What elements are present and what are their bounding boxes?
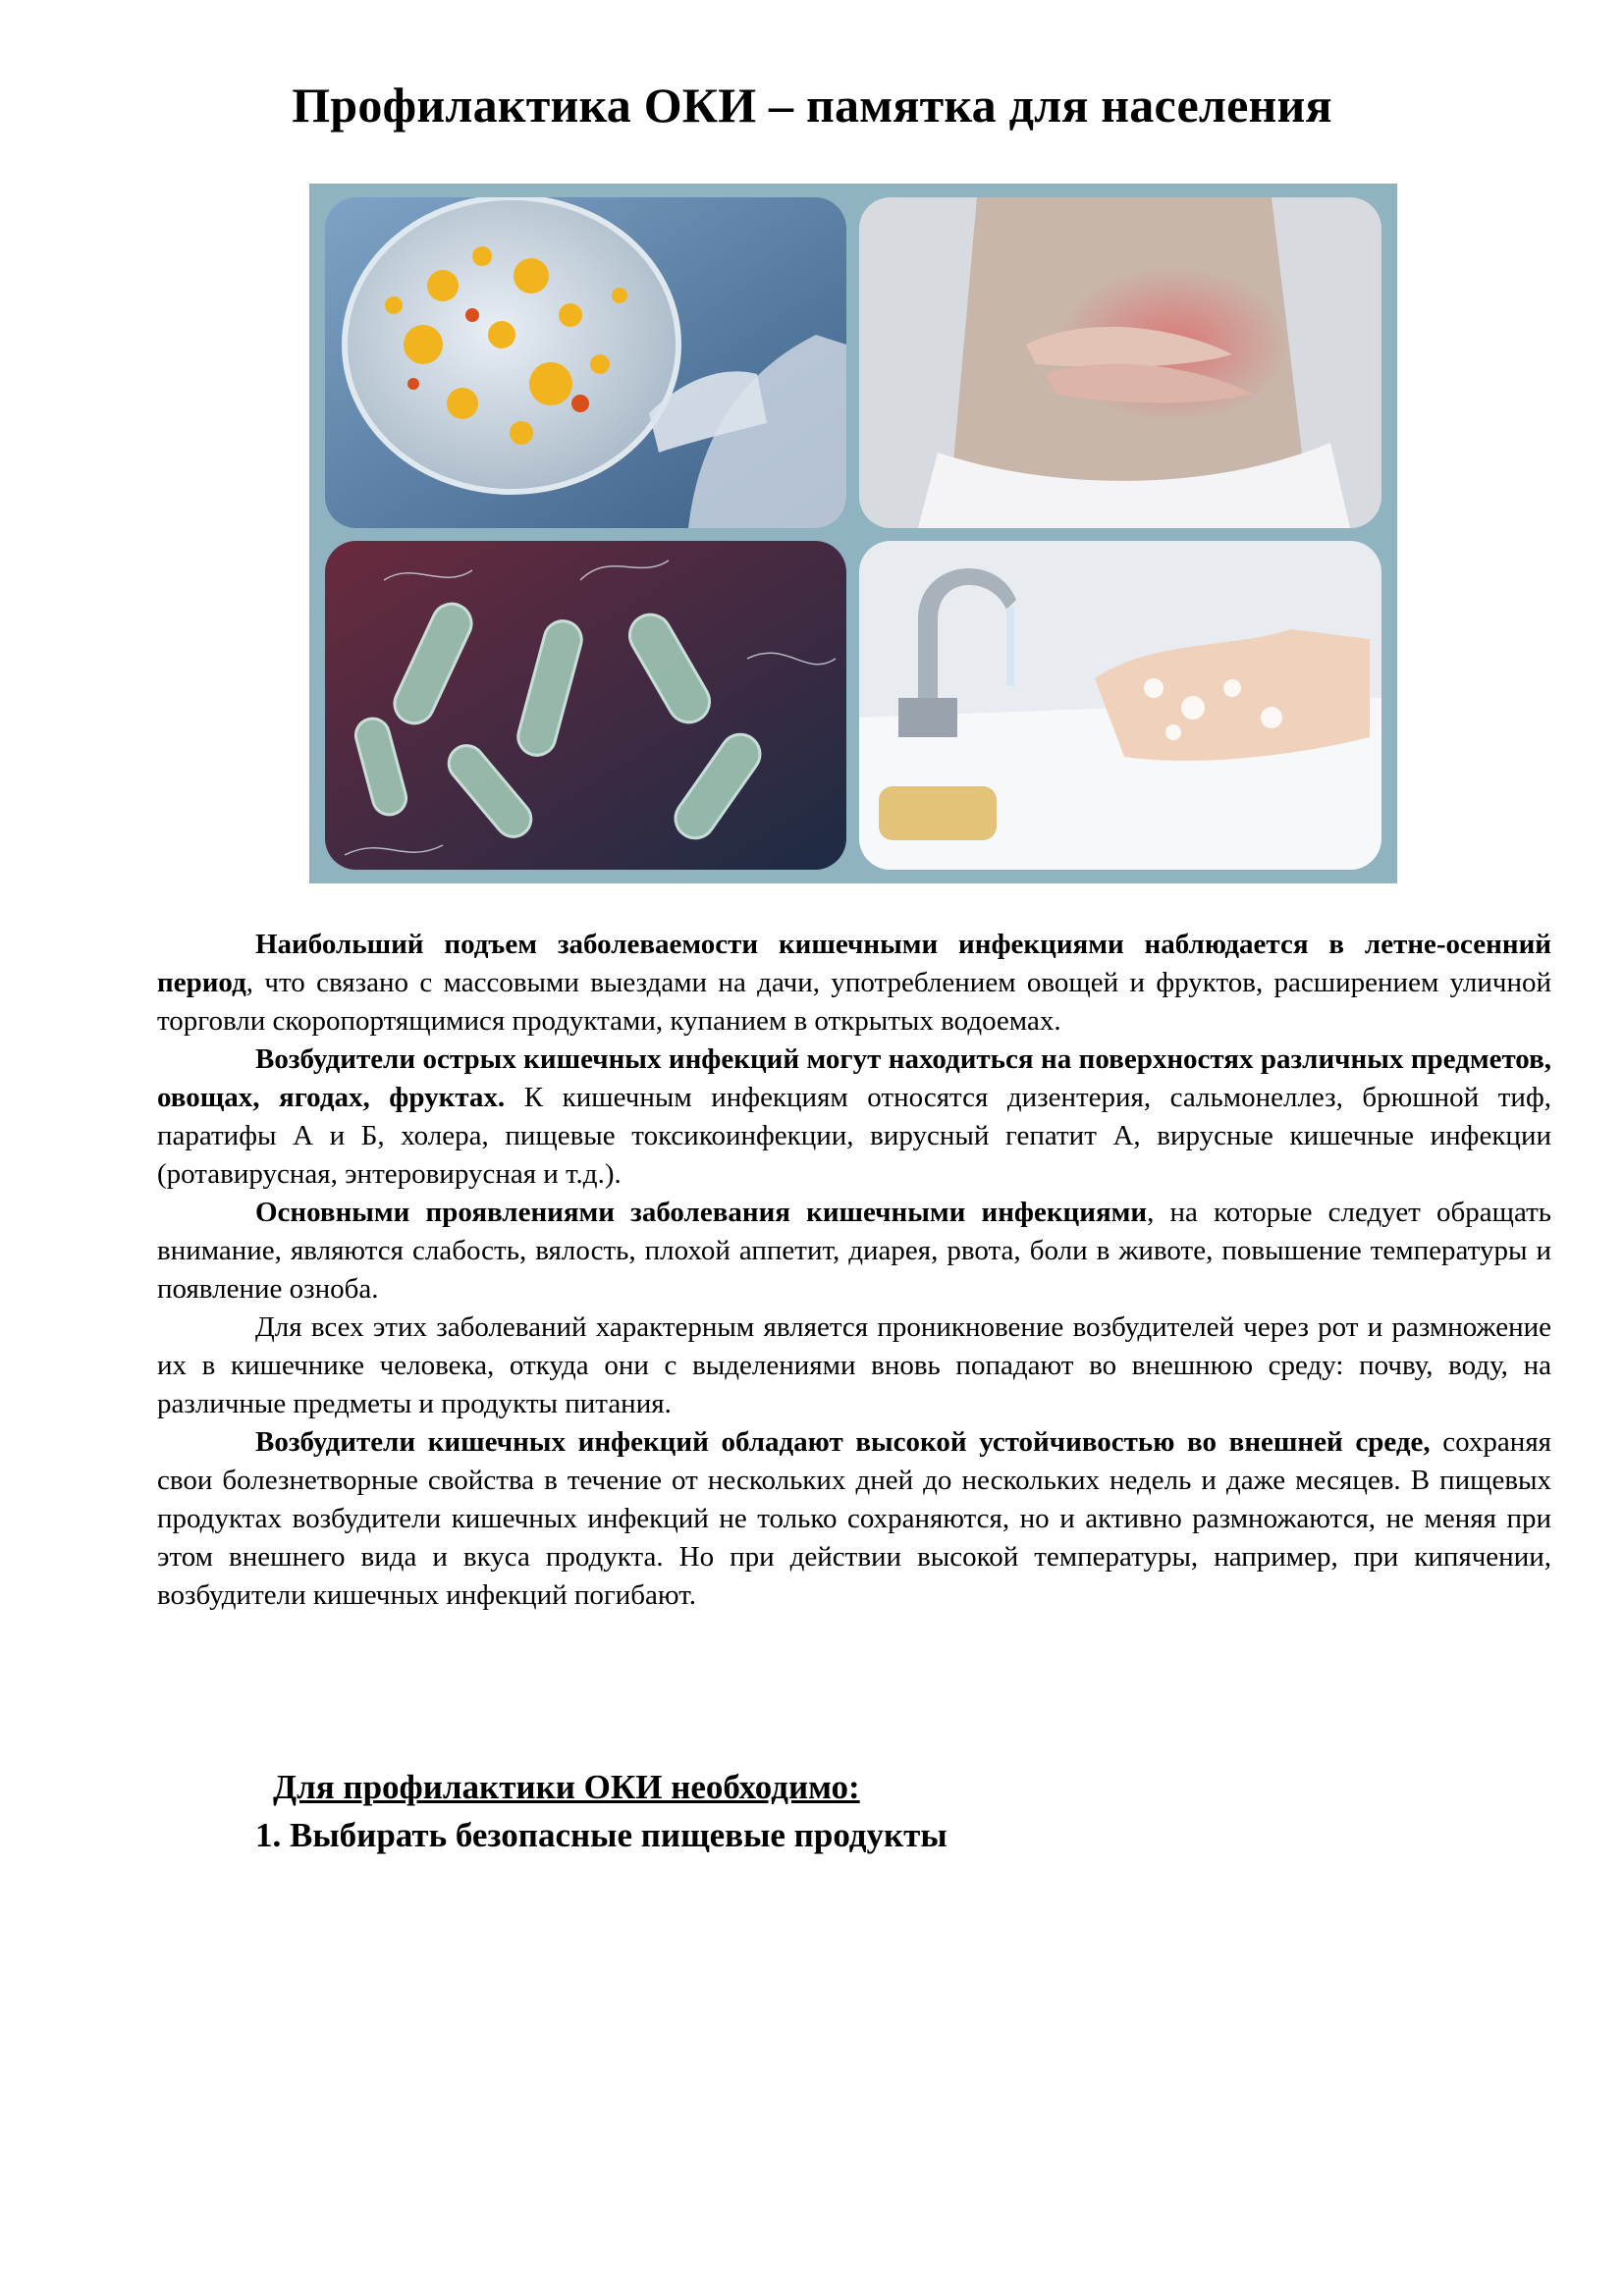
paragraph-text: Для всех этих заболеваний характерным является проникновение возбудителей через рот и размножение их в кишечнике человека, откуда они с выделениями вновь попадают во внешнюю среду: почву, воду, на различные предметы и продукты питания. xyxy=(157,1311,1551,1419)
paragraph-bold: Основными проявлениями заболевания кишечными инфекциями xyxy=(255,1197,1148,1228)
paragraph xyxy=(157,1308,1551,1423)
abdominal-pain-image xyxy=(859,197,1381,528)
body-text xyxy=(157,926,1551,1615)
paragraph-text: , на которые следует обращать внимание, являются слабость, вялость, плохой аппетит, диарея, рвота, боли в животе, повышение температуры и появление озноба. xyxy=(157,1197,1551,1305)
handwashing-image xyxy=(859,541,1381,870)
paragraph-bold: Наибольший подъем заболеваемости кишечными инфекциями наблюдается в летне-осенний период xyxy=(157,929,1551,998)
paragraph-bold: Возбудители острых кишечных инфекций могут находиться на поверхностях различных предметов, овощах, ягодах, фруктах. xyxy=(157,1043,1551,1113)
paragraph xyxy=(157,926,1551,1041)
prevention-list-item: 1. Выбирать безопасные пищевые продукты xyxy=(255,1816,947,1854)
page-title: Профилактика ОКИ – памятка для населения xyxy=(292,78,1332,133)
paragraph-bold: Возбудители кишечных инфекций обладают высокой устойчивостью во внешней среде, xyxy=(255,1426,1431,1458)
paragraph-text: К кишечным инфекциям относятся дизентерия, сальмонеллез, брюшной тиф, паратифы А и Б, холера, пищевые токсикоинфекции, вирусный гепатит А, вирусные кишечные инфекции (ротавирусная, энтеровирусная и т.д.). xyxy=(157,1082,1551,1190)
petri-dish-image xyxy=(325,197,846,528)
paragraph-text: , что связано с массовыми выездами на дачи, употреблением овощей и фруктов, расширением уличной торговли скоропортящимися продуктами, купанием в открытых водоемах. xyxy=(157,967,1551,1037)
paragraph xyxy=(157,1423,1551,1615)
bacteria-image xyxy=(325,541,846,870)
paragraph-text: сохраняя свои болезнетворные свойства в течение от нескольких дней до нескольких недель и даже месяцев. В пищевых продуктах возбудители кишечных инфекций не только сохраняются, но и активно размножаются, не меняя при этом внешнего вида и вкуса продукта. Но при действии высокой температуры, например, при кипячении, возбудители кишечных инфекций погибают. xyxy=(157,1426,1551,1611)
paragraph xyxy=(157,1194,1551,1308)
collage-image xyxy=(309,184,1397,883)
prevention-heading: Для профилактики ОКИ необходимо: xyxy=(273,1768,860,1806)
paragraph xyxy=(157,1041,1551,1194)
